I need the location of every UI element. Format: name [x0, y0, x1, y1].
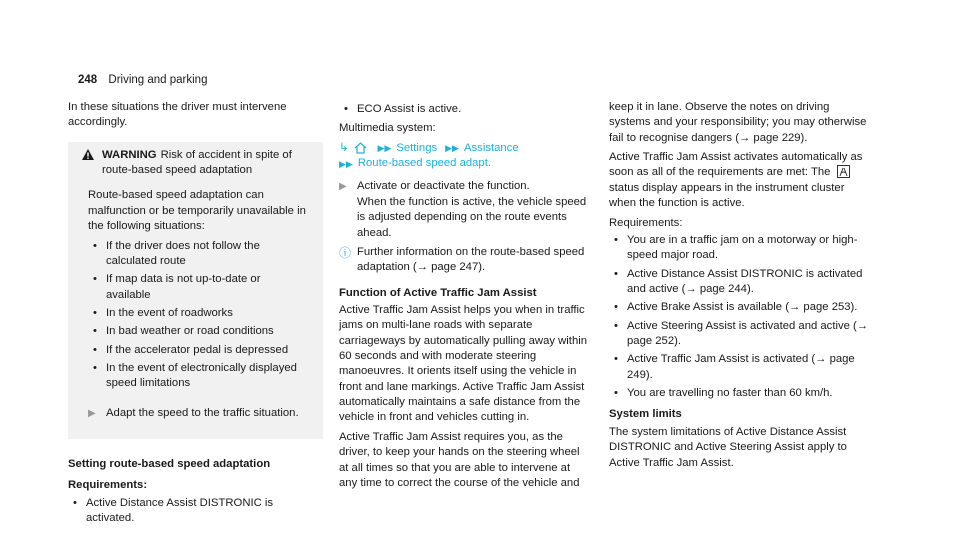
- column-middle: [339, 100, 589, 495]
- section-heading: Setting route-based speed adaptation: [68, 458, 271, 471]
- menu-route-based[interactable]: Route-based speed adapt.: [357, 157, 491, 170]
- warning-title-text: Risk of accident in spite of route-based speed adaptation: [102, 148, 292, 177]
- list-item: • In the event of roadworks: [88, 306, 306, 321]
- paragraph: The system limitations of Active Distance Assist DISTRONIC and Active Steering Assist apply to Active Traffic Jam Assist.: [609, 425, 847, 469]
- warning-action: [88, 406, 306, 421]
- paragraph-text: Active Traffic Jam Assist activates automatically as soon as all of the requirements are met: The: [609, 151, 863, 179]
- action-step: [339, 179, 589, 240]
- list-item: • ECO Assist is active.: [339, 102, 589, 117]
- menu-separator-icon: ▶▶: [339, 158, 353, 169]
- info-icon: ⓘ: [339, 245, 352, 260]
- menu-assistance[interactable]: Assistance: [463, 141, 519, 154]
- steering-assist-icon: [837, 165, 850, 178]
- warning-box: [68, 142, 323, 439]
- paragraph: [609, 150, 871, 211]
- warning-action-text: Adapt the speed to the traffic situation.: [106, 406, 299, 419]
- list-item: • If the driver does not follow the calculated route: [88, 239, 306, 270]
- paragraph-text: status display appears in the instrument cluster when the function is active.: [609, 181, 845, 210]
- menu-separator-icon: ▶▶: [445, 143, 459, 154]
- section-title: Driving and parking: [108, 74, 208, 86]
- action-arrow-icon: ▶: [339, 181, 347, 193]
- list-item: • In bad weather or road conditions: [88, 324, 306, 339]
- warning-body: Route-based speed adaptation can malfunction or be temporarily unavailable in the following situations:: [88, 189, 306, 233]
- requirements-list: [68, 496, 323, 527]
- section-heading: System limits: [609, 408, 682, 421]
- paragraph: Active Traffic Jam Assist helps you when in traffic jams on multi-lane roads with separate carriageways by automatically pulling away within 60 seconds and with moderate steering manoeuvres. It orients itself using the vehicle in front and lane markings. Active Traffic Jam Assist automatically maintains a safe distance from the vehicle in front and vehicles cutting in.: [339, 303, 588, 424]
- menu-entry-arrow-icon: ↳: [339, 141, 349, 154]
- column-left: [68, 100, 323, 531]
- column-right: [609, 100, 871, 475]
- warning-title: [82, 148, 316, 179]
- page-number: 248: [78, 74, 98, 86]
- list-item: • In the event of electronically displayed speed limitations: [88, 361, 306, 392]
- home-icon: [354, 142, 367, 154]
- info-text: Further information on the route-based speed adaptation (→ page 247).: [357, 245, 585, 274]
- list-item: • Active Distance Assist DISTRONIC is activated.: [68, 496, 323, 527]
- requirements-heading: Requirements:: [609, 216, 683, 229]
- requirements-heading: Requirements:: [68, 479, 148, 492]
- menu-separator-icon: ▶▶: [377, 143, 392, 154]
- intro-paragraph: In these situations the driver must intervene accordingly.: [68, 101, 287, 129]
- warning-triangle-icon: [82, 149, 94, 160]
- list-item: • If map data is not up-to-date or available: [88, 272, 306, 303]
- list-item: • Active Steering Assist is activated and active (→ page 252).: [609, 319, 871, 350]
- multimedia-label: Multimedia system:: [339, 122, 436, 135]
- info-note: [339, 245, 589, 276]
- list-item: • If the accelerator pedal is depressed: [88, 343, 306, 358]
- paragraph: Active Traffic Jam Assist requires you, as the driver, to keep your hands on the steering wheel at all times so that you are able to intervene at any time to correct the course of the vehicle and: [339, 430, 580, 489]
- section-heading: Function of Active Traffic Jam Assist: [339, 286, 537, 299]
- requirements-list-cont: [339, 102, 589, 117]
- warning-label: WARNING: [102, 148, 157, 161]
- warning-list: [88, 239, 306, 392]
- action-arrow-icon: ▶: [88, 407, 96, 419]
- paragraph: keep it in lane. Observe the notes on driving systems and your responsibility; you may otherwise fail to recognise dangers (→ page 229).: [609, 101, 867, 144]
- action-text: Activate or deactivate the function.: [357, 180, 530, 193]
- list-item: • You are in a traffic jam on a motorway or high-speed major road.: [609, 233, 871, 264]
- list-item: • Active Traffic Jam Assist is activated (→ page 249).: [609, 352, 871, 383]
- page-header: [78, 73, 207, 89]
- menu-path: [339, 141, 589, 172]
- action-note: When the function is active, the vehicle speed is adjusted depending on the route events ahead.: [357, 195, 587, 239]
- list-item: • Active Brake Assist is available (→ page 253).: [609, 300, 871, 315]
- menu-settings[interactable]: Settings: [396, 141, 438, 154]
- requirements-list: [609, 233, 871, 402]
- list-item: • Active Distance Assist DISTRONIC is activated and active (→ page 244).: [609, 267, 871, 298]
- list-item: • You are travelling no faster than 60 km/h.: [609, 386, 871, 401]
